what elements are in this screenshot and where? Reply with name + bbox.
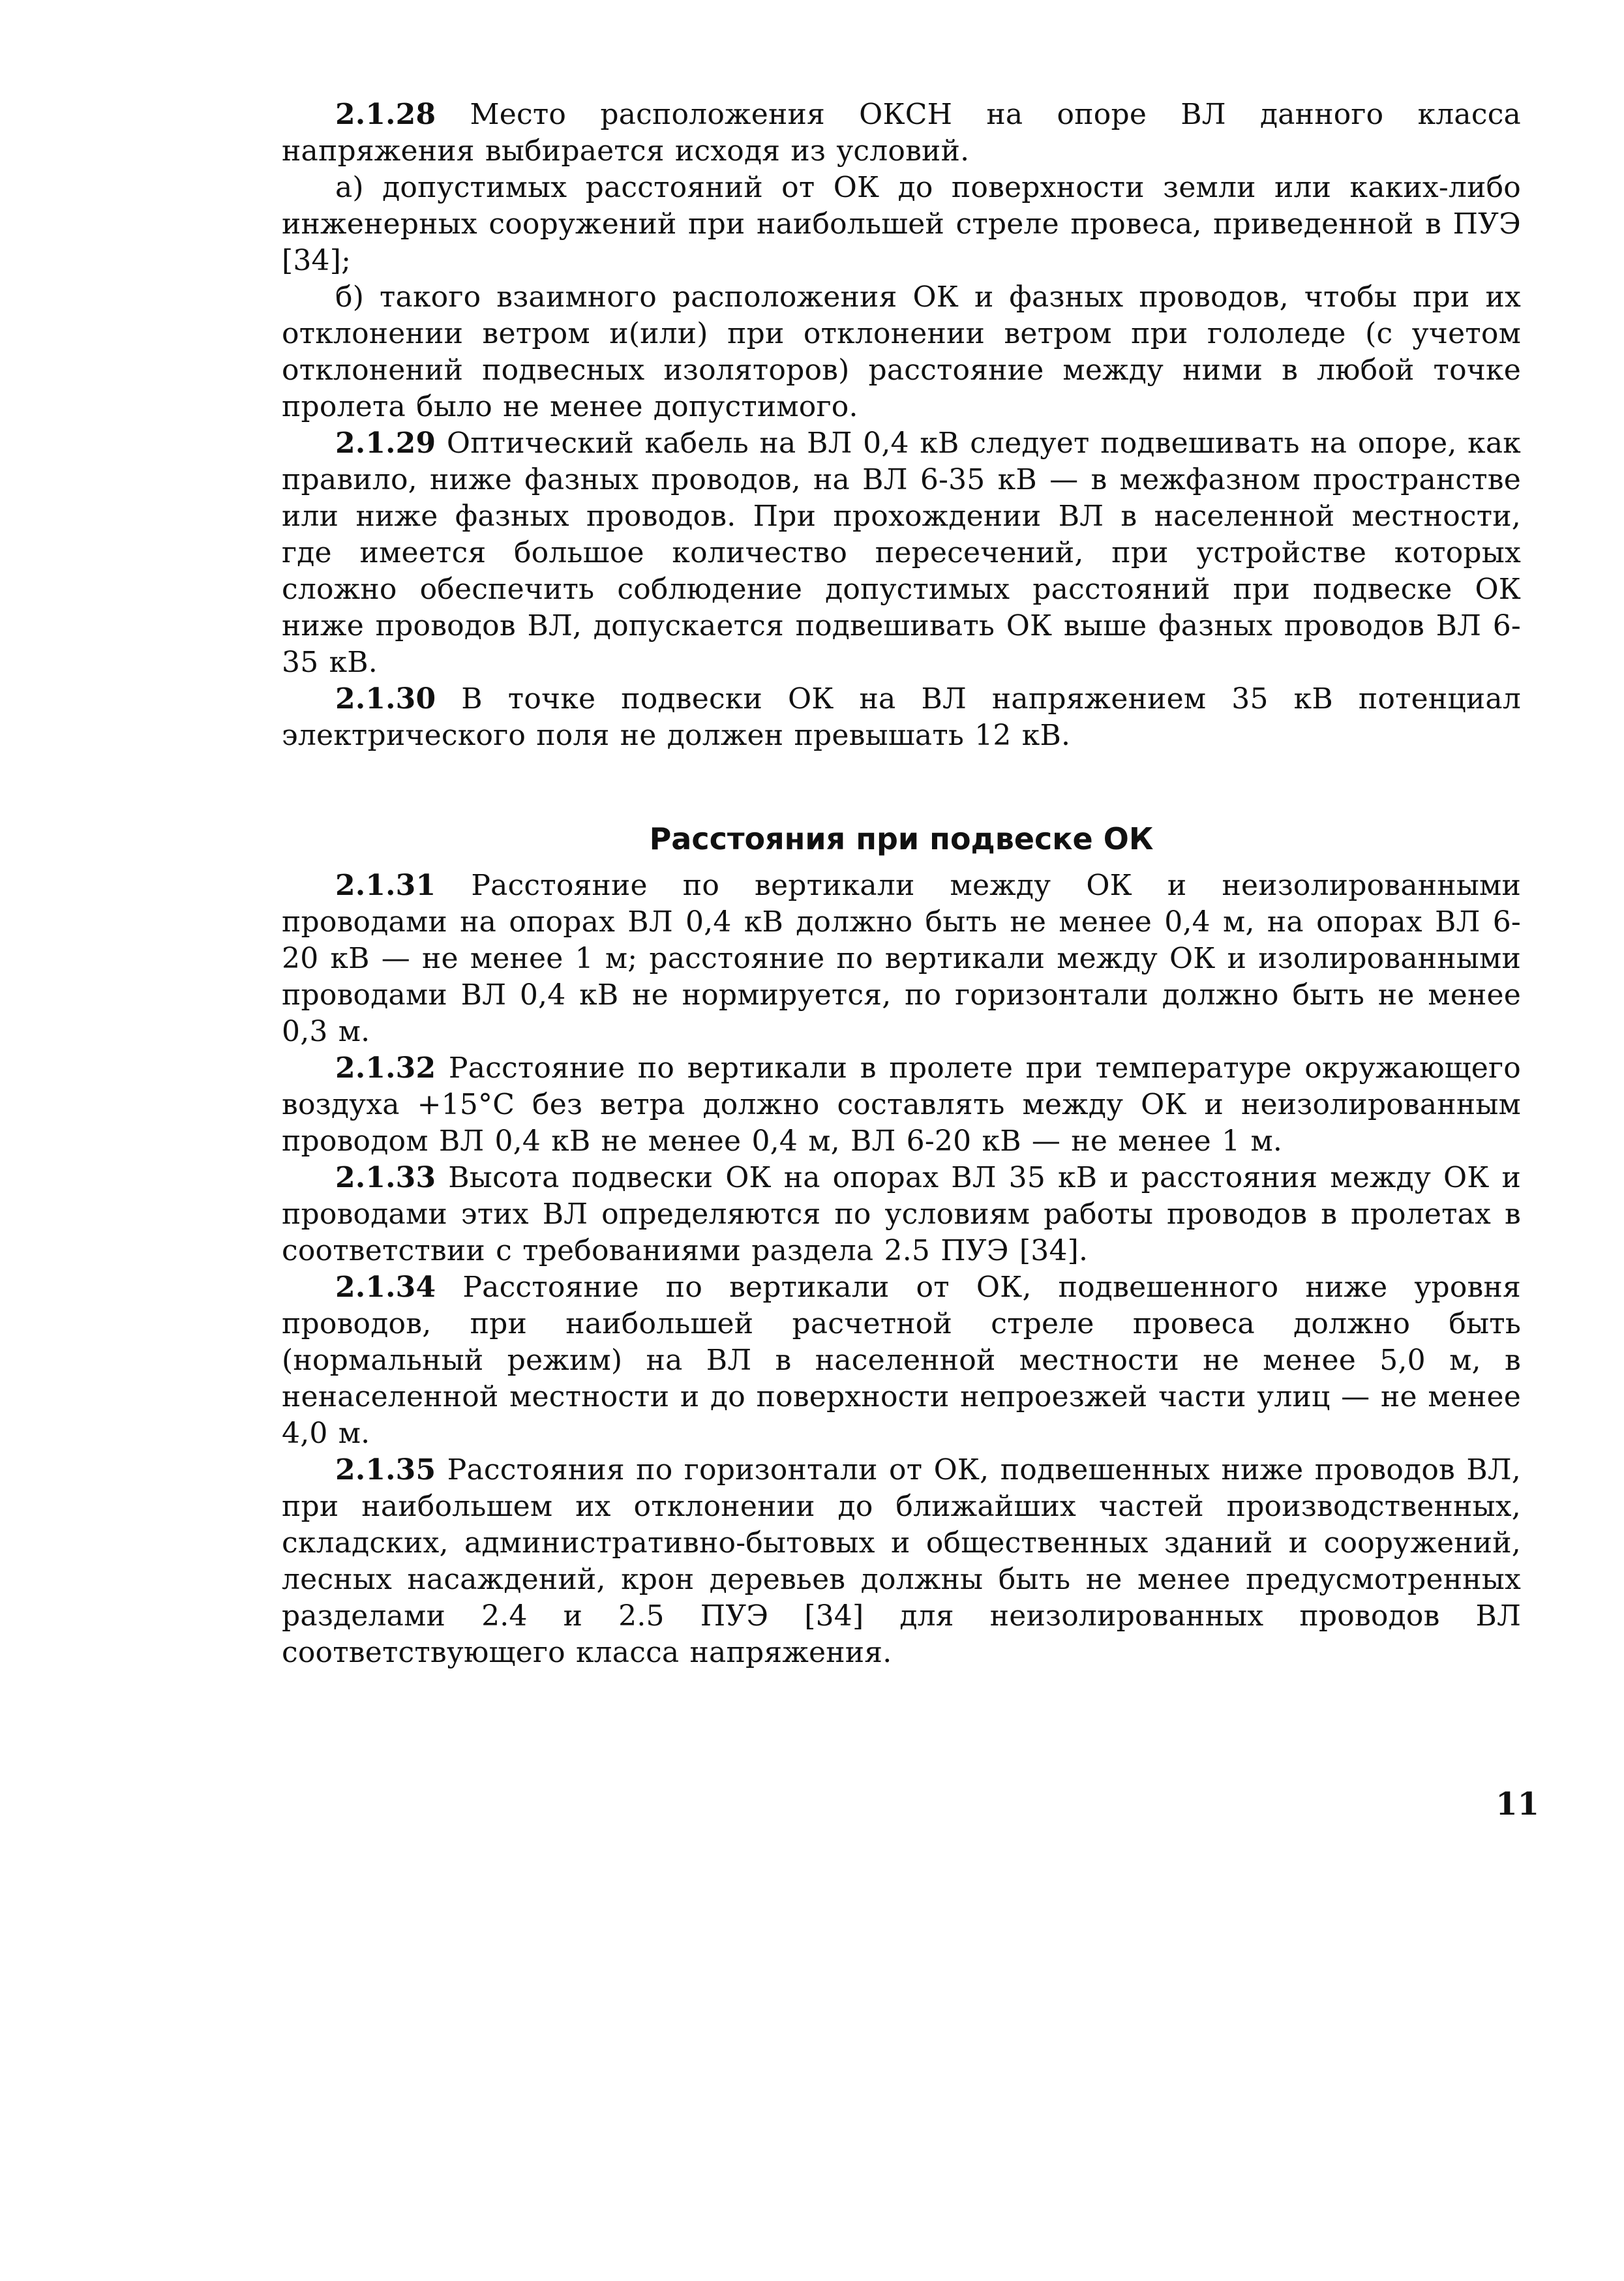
- clause-text: В точке подвески ОК на ВЛ напряжением 35 кВ потенциал электрического поля не должен превышать 12 кВ.: [282, 682, 1521, 752]
- document-page: [282, 97, 1521, 1671]
- clause-number: 2.1.30: [335, 682, 436, 716]
- paragraph-condition-b: [282, 279, 1521, 425]
- clause-text: Расстояние по вертикали между ОК и неизолированными проводами на опорах ВЛ 0,4 кВ должно быть не менее 0,4 м, на опорах ВЛ 6-20 кВ — не менее 1 м; расстояние по вертикали между ОК и изолированными проводами ВЛ 0,4 кВ не нормируется, по горизонтали должно быть не менее 0,3 м.: [282, 869, 1521, 1048]
- paragraph-2-1-32: [282, 1050, 1521, 1160]
- clause-text: Расстояние по вертикали в пролете при температуре окружающего воздуха +15°С без ветра должно составлять между ОК и неизолированным проводом ВЛ 0,4 кВ не менее 0,4 м, ВЛ 6-20 кВ — не менее 1 м.: [282, 1051, 1521, 1158]
- paragraph-2-1-33: [282, 1160, 1521, 1269]
- clause-number: 2.1.32: [335, 1051, 436, 1085]
- paragraph-2-1-29: [282, 425, 1521, 681]
- clause-number: 2.1.33: [335, 1161, 436, 1194]
- clause-text: Оптический кабель на ВЛ 0,4 кВ следует подвешивать на опоре, как правило, ниже фазных проводов, на ВЛ 6-35 кВ — в межфазном пространстве или ниже фазных проводов. При прохождении ВЛ в населенной местности, где имеется большое количество пересечений, при устройстве которых сложно обеспечить соблюдение допустимых расстояний при подвеске ОК ниже проводов ВЛ, допускается подвешивать ОК выше фазных проводов ВЛ 6-35 кВ.: [282, 427, 1521, 679]
- clause-number: 2.1.28: [335, 98, 436, 131]
- clause-number: 2.1.34: [335, 1271, 436, 1304]
- section-heading: Расстояния при подвеске ОК: [649, 821, 1154, 856]
- clause-text: Расстояние по вертикали от ОК, подвешенного ниже уровня проводов, при наибольшей расчетной стреле провеса должно быть (нормальный режим) на ВЛ в населенной местности не менее 5,0 м, в ненаселенной местности и до поверхности непроезжей части улиц — не менее 4,0 м.: [282, 1271, 1521, 1450]
- page-number: 11: [1496, 1786, 1539, 1822]
- paragraph-condition-a: [282, 170, 1521, 279]
- paragraph-2-1-34: [282, 1269, 1521, 1452]
- clause-text: а) допустимых расстояний от ОК до поверхности земли или каких-либо инженерных сооружений при наибольшей стреле провеса, приведенной в ПУЭ [34];: [282, 171, 1521, 277]
- paragraph-2-1-31: [282, 868, 1521, 1050]
- paragraph-2-1-35: [282, 1452, 1521, 1671]
- paragraph-2-1-28: [282, 97, 1521, 170]
- clause-number: 2.1.29: [335, 427, 436, 460]
- clause-text: Место расположения ОКСН на опоре ВЛ данного класса напряжения выбирается исходя из условий.: [282, 98, 1521, 168]
- paragraph-2-1-30: [282, 681, 1521, 754]
- clause-text: Расстояния по горизонтали от ОК, подвешенных ниже проводов ВЛ, при наибольшем их отклонении до ближайших частей производственных, складских, административно-бытовых и общественных зданий и сооружений, лесных насаждений, крон деревьев должны быть не менее предусмотренных разделами 2.4 и 2.5 ПУЭ [34] для неизолированных проводов ВЛ соответствующего класса напряжения.: [282, 1453, 1521, 1669]
- clause-number: 2.1.35: [335, 1453, 436, 1487]
- clause-text: б) такого взаимного расположения ОК и фазных проводов, чтобы при их отклонении ветром и(или) при отклонении ветром при гололеде (с учетом отклонений подвесных изоляторов) расстояние между ними в любой точке пролета было не менее допустимого.: [282, 280, 1521, 423]
- clause-number: 2.1.31: [335, 869, 436, 902]
- clause-text: Высота подвески ОК на опорах ВЛ 35 кВ и расстояния между ОК и проводами этих ВЛ определяются по условиям работы проводов в пролетах в соответствии с требованиями раздела 2.5 ПУЭ [34].: [282, 1161, 1521, 1267]
